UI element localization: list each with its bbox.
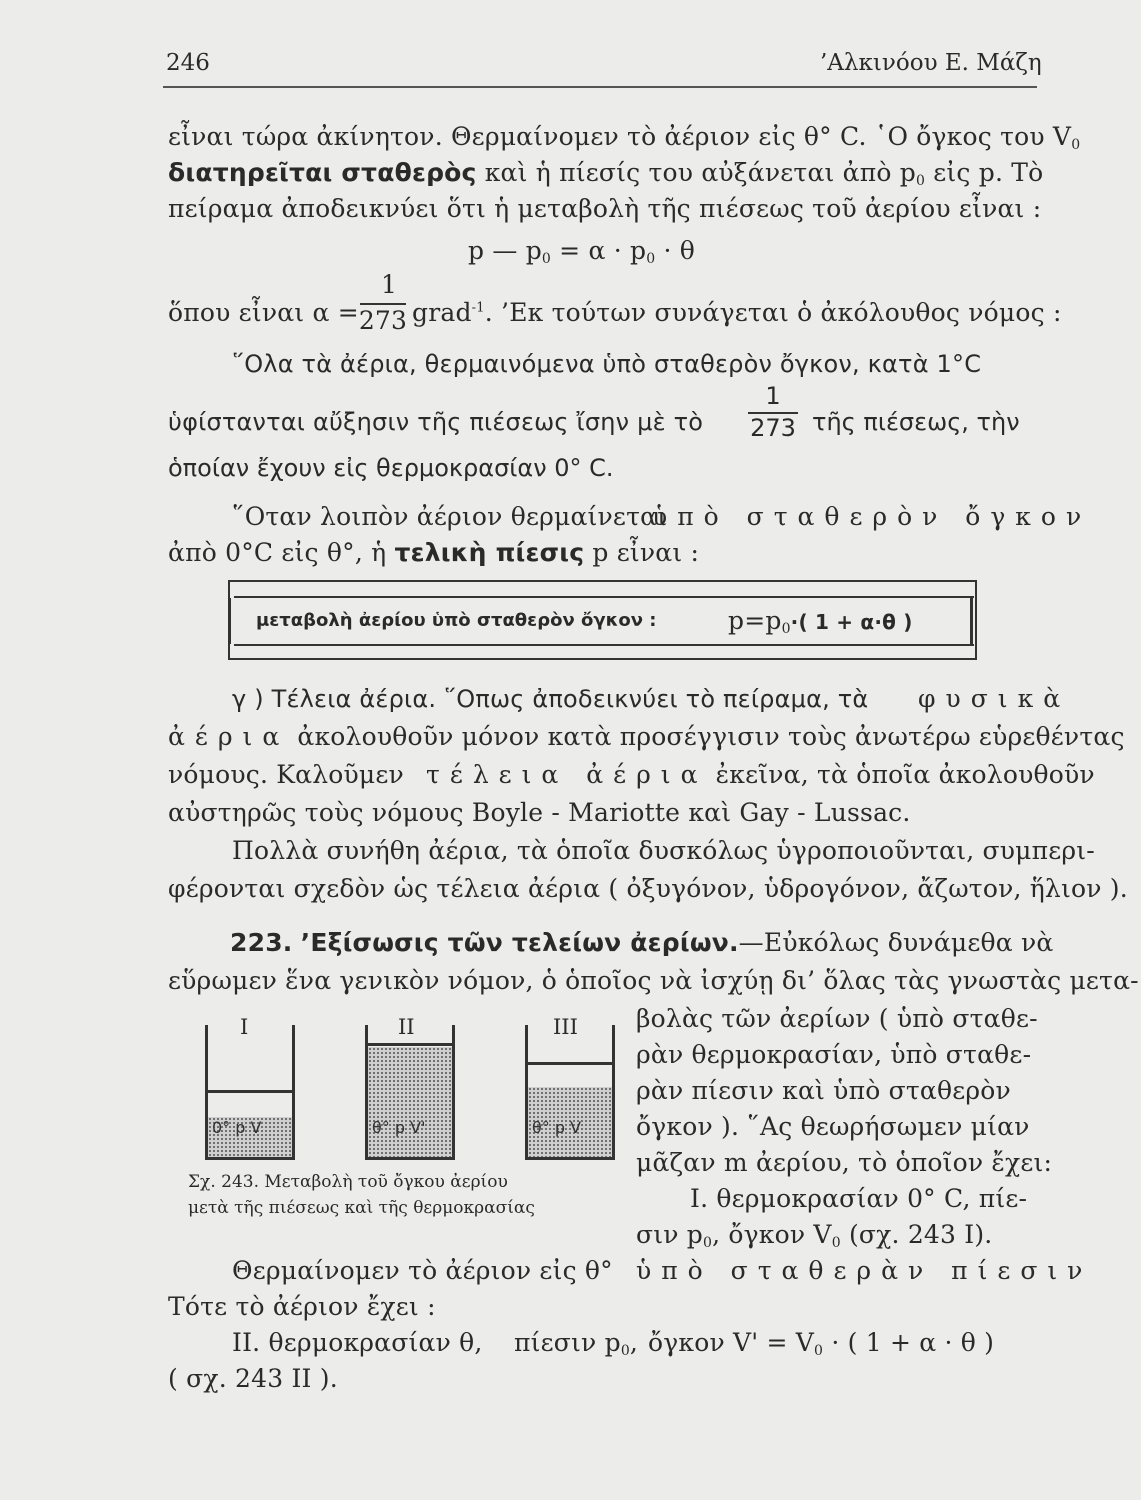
text-line: ὄγκον ). ῞Ας θεωρήσωμεν μίαν [636,1112,1030,1141]
figure-label-i: I [240,1015,249,1039]
eq-part: = α · p [559,236,647,265]
text-line [168,158,1043,189]
subscript: 0 [814,1343,824,1359]
text-line: βολὰς τῶν ἀερίων ( ὑπὸ σταθε- [636,1004,1038,1033]
text-span: (σχ. 243 I). [848,1220,993,1249]
text-span: p εἶναι : [592,538,700,567]
text-span: καὶ ἡ πίεσίς του αὐξάνεται ἀπὸ p [484,158,916,187]
subscript: 0 [781,621,791,637]
text-line [232,684,868,713]
text-line: μᾶζαν m ἀερίου, τὸ ὁποῖον ἔχει: [636,1148,1053,1177]
law-fraction-denominator: 273 [750,414,796,442]
box-formula [728,606,913,637]
text-span: εἶναι τώρα ἀκίνητον. Θερμαίνομεν τὸ ἀέριον εἰς θ° C. ῾Ο ὄγκος του V [168,122,1072,151]
text-line [636,1220,992,1251]
text-line: Θερμαίνομεν τὸ ἀέριον εἰς θ° [232,1256,613,1285]
text-span: πίεσιν p [514,1328,621,1357]
law-line-1: ῞Ολα τὰ ἀέρια, θερμαινόμενα ὑπὸ σταθερὸν ὄγκον, κατὰ 1°C [232,350,982,378]
piston-ii [368,1043,452,1046]
piston-i [208,1090,292,1093]
state-ii-volume [648,1328,994,1359]
bold-term: τελικὴ πίεσις [394,538,585,567]
text-line: Τότε τὸ ἀέριον ἔχει : [168,1292,436,1321]
spaced-emphasis: φυσικὰ [918,684,1071,713]
page-number: 246 [166,50,210,76]
spaced-emphasis: ὑπὸ σταθερὰν πίεσιν [636,1256,1093,1285]
gas-fill [368,1047,452,1157]
state-ii-temperature: II. θερμοκρασίαν θ, [232,1328,483,1357]
section-heading [230,928,1053,957]
text-line [168,194,1041,223]
subscript: 0 [620,1343,630,1359]
section-number: 223. [230,928,293,957]
figure-label-iii: III [553,1015,578,1039]
text-line: ρὰν θερμοκρασίαν, ὑπὸ σταθε- [636,1040,1032,1069]
text-line [168,760,1095,789]
formula-part: ·( 1 + α·θ ) [790,610,913,634]
text-line: αὐστηρῶς τοὺς νόμους Boyle - Mariotte καὶ Gay - Lussac. [168,798,911,827]
law-line-3: ὁποίαν ἔχουν εἰς θερμοκρασίαν 0° C. [168,454,614,482]
formula-box-rule [234,644,974,646]
text-line [232,502,667,531]
fraction-bar [360,303,406,305]
text-span: ἐκεῖνα, τὰ ὁποῖα ἀκολουθοῦν [715,760,1095,789]
eq-part: · θ [663,236,696,265]
figure-label-ii: II [398,1015,415,1039]
vessel-i-contents: 0° p V [212,1118,262,1137]
text-line [168,122,1080,153]
vessel-iii-contents: θ° p V [532,1118,582,1137]
text-span: ἀπὸ 0°C εἰς θ°, ἡ [168,538,387,567]
section-title: ’Εξίσωσις τῶν τελείων ἀερίων. [300,928,739,957]
subscript: 0 [703,1235,713,1251]
running-title: ’Αλκινόου Ε. Μάζη [820,50,1042,76]
state-ii-pressure: πίεσιν $p_0$, [514,1328,639,1359]
text-line: Πολλὰ συνήθη ἀέρια, τὰ ὁποῖα δυσκόλως ὑγροποιοῦνται, συμπερι- [232,836,1095,865]
text-line [412,298,1062,327]
law-fraction-numerator: 1 [765,382,781,410]
subscript: 0 [1071,137,1081,153]
text-line [168,538,699,567]
text-span: ἀκολουθοῦν μόνον κατὰ προσέγγισιν τοὺς ἀνωτέρω εὑρεθέντας [297,722,1125,751]
text-span: γ ) Τέλεια ἀέρια. ῞Οπως ἀποδεικνύει τὸ πείραμα, τὰ [232,685,869,713]
formula-box-rule [234,596,974,598]
equation: p — $p_0 = \alpha \cdot p_0 \cdot \theta$ [468,236,696,267]
text-line: ( σχ. 243 II ). [168,1364,338,1393]
fraction-denominator: 273 [358,306,408,335]
text-span: . ’Εκ τούτων συνάγεται ὁ ἀκόλουθος νόμος : [484,298,1062,327]
text-span: νόμους. Καλοῦμεν [168,760,404,789]
vessel-iii [525,1025,615,1160]
text-span: —Εὐκόλως δυνάμεθα νὰ [738,928,1054,957]
text-span: grad [412,298,472,327]
text-span: ῞Οταν λοιπὸν ἀέριον θερμαίνεται [232,502,668,531]
text-line: φέρονται σχεδὸν ὡς τέλεια ἀέρια ( ὀξυγόνον, ὑδρογόνον, ἄζωτον, ἥλιον ). [168,874,1128,903]
formula-box-side [970,598,973,644]
fraction-numerator: 1 [380,270,398,299]
text-span: , ὄγκον V [712,1220,832,1249]
text-span: ὅπου εἶναι α = [168,298,359,327]
subscript: 0 [915,173,926,189]
text-span: · ( 1 + α · θ ) [831,1328,995,1357]
superscript: -1 [471,300,485,316]
formula-box-side [228,598,231,644]
spaced-emphasis: ὑπὸ σταθερὸν ὄγκον [652,502,1092,531]
vessel-ii-contents: θ° p V' [372,1118,426,1137]
text-span: ὄγκον V' = V [648,1328,815,1357]
text-span: εἰς p. Τὸ [933,158,1044,187]
alpha-definition [168,298,359,327]
piston-iii [528,1062,612,1065]
figure-caption-line-1: Σχ. 243. Μεταβολὴ τοῦ ὄγκου ἀερίου [188,1172,508,1192]
formula-part: p=p [728,606,782,635]
text-line [168,722,1125,751]
law-line-2b: τῆς πιέσεως, τὴν [812,408,1020,436]
subscript: 0 [541,251,552,267]
text-span: σιν p [636,1220,704,1249]
box-label: μεταβολὴ ἀερίου ὑπὸ σταθερὸν ὄγκον : [256,610,657,631]
bold-term: διατηρεῖται σταθερὸς [168,158,477,187]
header-rule [163,86,1037,88]
text-line: ρὰν πίεσιν καὶ ὑπὸ σταθερὸν [636,1076,1011,1105]
spaced-emphasis: τέλεια ἀέρια [426,760,708,789]
figure-caption-line-2: μετὰ τῆς πιέσεως καὶ τῆς θερμοκρασίας [188,1198,535,1218]
law-line-2a: ὑφίστανται αὔξησιν τῆς πιέσεως ἴσην μὲ τὸ [168,408,704,436]
text-line: I. θερμοκρασίαν 0° C, πίε- [690,1184,1028,1213]
text-span: πείραμα ἀποδεικνύει ὅτι ἡ μεταβολὴ τῆς πιέσεως τοῦ ἀερίου εἶναι : [168,194,1042,223]
text-line: εὕρωμεν ἕνα γενικὸν νόμον, ὁ ὁποῖος νὰ ἰσχύῃ δι’ ὅλας τὰς γνωστὰς μετα- [168,966,1139,995]
spaced-emphasis: ἀέρια [168,722,290,751]
subscript: 0 [831,1235,841,1251]
eq-part: p — p [468,236,542,265]
